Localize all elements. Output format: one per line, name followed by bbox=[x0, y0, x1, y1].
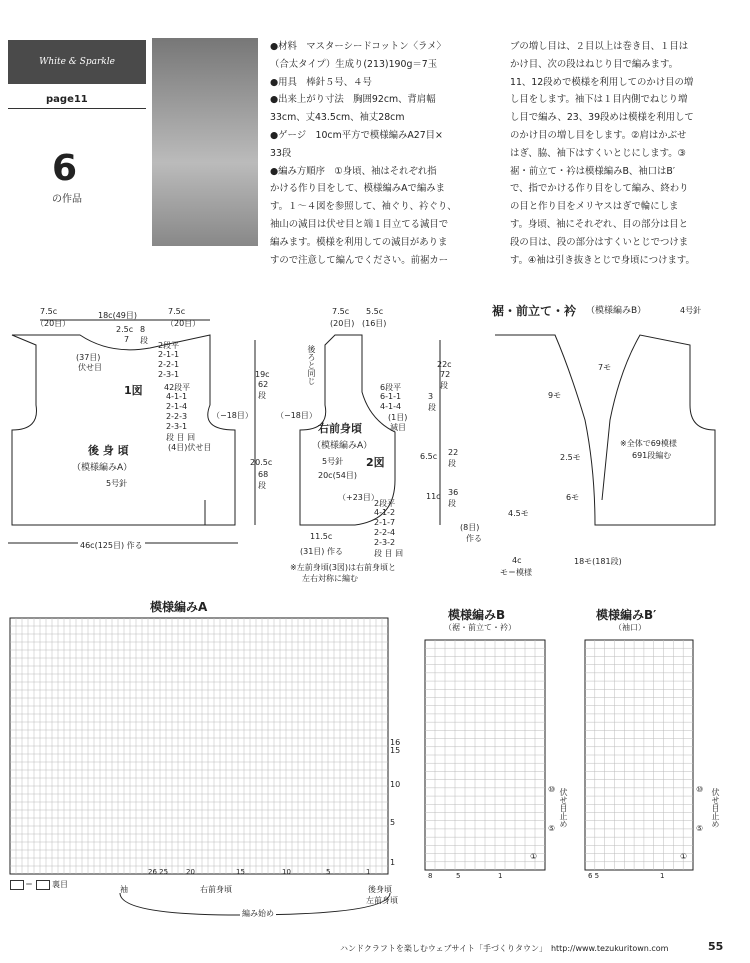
band-needle: 4号針 bbox=[680, 306, 702, 315]
instruction-line: はぎ、脇、袖下はすくいとじにします。③ bbox=[510, 147, 687, 159]
chart-a-row1: 1 bbox=[390, 858, 396, 867]
instruction-line: 袖山の減目は伏せ目と端１目立てる減目で bbox=[270, 218, 449, 230]
front-n2: 6-1-1 bbox=[380, 392, 402, 401]
chart-b-title: 模様編みB bbox=[448, 608, 506, 622]
front-h3b: 36 bbox=[448, 488, 459, 497]
page-reference: page11 bbox=[46, 94, 88, 105]
front-h3: 11c bbox=[426, 492, 441, 501]
chart-a-row15: 15 bbox=[390, 746, 401, 755]
front-c2: 4-1-2 bbox=[374, 508, 396, 517]
front-fig: 2図 bbox=[366, 456, 385, 469]
chart-a-title: 模様編みA bbox=[150, 600, 208, 614]
front-n6: 3 bbox=[428, 392, 434, 401]
band-m1: 7モ bbox=[598, 363, 612, 372]
back-arm1: 42段平 bbox=[164, 383, 191, 392]
back-dec3: 2-2-1 bbox=[158, 360, 180, 369]
chart-a-col5: 5 bbox=[326, 868, 331, 876]
band-m2: 9モ bbox=[548, 391, 562, 400]
instruction-line: 33cm、丈43.5cm、袖丈28cm bbox=[270, 112, 405, 124]
back-bindoff2: 伏せ目 bbox=[78, 363, 102, 372]
front-mid: 20c(54目) bbox=[318, 471, 357, 480]
front-same: 後ろと同じ bbox=[307, 345, 316, 385]
instruction-line: ●材料 マスターシードコットン〈ラメ〉 bbox=[270, 41, 446, 52]
chart-b-c8: 8 bbox=[428, 872, 433, 880]
instruction-line: ●用具 棒針５号、４号 bbox=[270, 76, 372, 88]
chart-b-r5: ⑤ bbox=[548, 824, 556, 833]
front-c3: 2-1-7 bbox=[374, 518, 396, 527]
front-minus: （−18目） bbox=[276, 411, 317, 420]
instruction-line: かける作り目をして、模様編みAで編みま bbox=[270, 183, 445, 195]
instruction-line: ●編み方順序 ①身頃、袖はそれぞれ指 bbox=[270, 165, 437, 177]
front-n1: 6段平 bbox=[380, 383, 402, 392]
instruction-line: で、指でかける作り目をして編み、終わり bbox=[510, 183, 689, 195]
chart-a-col15: 15 bbox=[236, 868, 245, 876]
band-m7: モ＝模様 bbox=[500, 568, 532, 577]
front-top-right: 5.5c bbox=[366, 307, 384, 316]
front-c6: 段 目 回 bbox=[374, 549, 404, 558]
back-top-left: 7.5c bbox=[40, 307, 58, 316]
chart-a-row16: 16 bbox=[390, 738, 401, 747]
back-name: 後 身 頃 bbox=[88, 444, 129, 457]
instruction-line: すので注意して編んでください。前裾カー bbox=[270, 254, 449, 266]
back-bindoff: (37目) bbox=[76, 353, 101, 362]
front-top-left-sts: (20目) bbox=[330, 319, 355, 328]
front-h1: 22c bbox=[437, 360, 452, 369]
band-cast2: 作る bbox=[466, 534, 482, 543]
front-c4: 2-2-4 bbox=[374, 528, 396, 537]
front-c5: 2-3-2 bbox=[374, 538, 396, 547]
back-h2: 20.5c bbox=[250, 458, 273, 467]
front-bottom-sts: (31目) 作る bbox=[300, 547, 343, 556]
front-h3c: 段 bbox=[448, 499, 456, 508]
legend-box-b bbox=[36, 880, 50, 890]
back-body-shape bbox=[12, 335, 235, 525]
instruction-line: のかけ目の増し目をします。②肩はかぶせ bbox=[510, 129, 687, 141]
back-h2b: 68 bbox=[258, 470, 269, 479]
front-h1c: 段 bbox=[440, 381, 448, 390]
chart-a-row10: 10 bbox=[390, 780, 401, 789]
chart-b2-title: 模様編みB′ bbox=[596, 608, 657, 622]
back-h1: 19c bbox=[255, 370, 270, 379]
back-arm8: （−18目） bbox=[212, 411, 253, 420]
back-fig: 1図 bbox=[124, 384, 143, 397]
instruction-line: す。１～４図を参照して、袖ぐり、衿ぐり、 bbox=[270, 201, 457, 213]
instruction-line: し目で編み、23、39段めは模様を利用して bbox=[510, 112, 694, 124]
front-top-left: 7.5c bbox=[332, 307, 350, 316]
front-n4: (1目) bbox=[388, 413, 408, 422]
work-label: の作品 bbox=[52, 194, 82, 205]
band-title: 裾・前立て・衿 bbox=[492, 304, 577, 318]
front-name: 右前身頃 bbox=[318, 422, 362, 435]
chart-b2-r5: ⑤ bbox=[696, 824, 704, 833]
instruction-line: 編みます。模様を利用しての減目がありま bbox=[270, 236, 448, 248]
legend-box-a bbox=[10, 880, 24, 890]
front-note1: ※左前身頃(3図)は右前身頃と bbox=[290, 563, 397, 572]
chart-b-r10: ⑩ bbox=[548, 785, 556, 794]
chart-b-stop: 伏せ目止め bbox=[559, 788, 568, 828]
brand-banner: White & Sparkle bbox=[8, 40, 146, 84]
back-arm7: (4目)伏せ目 bbox=[168, 443, 212, 452]
chart-b2-c1: 1 bbox=[660, 872, 665, 880]
chart-a-sleeve: 袖 bbox=[120, 885, 128, 894]
chart-a-col1: 1 bbox=[366, 868, 371, 876]
back-h2c: 段 bbox=[258, 481, 266, 490]
back-neck-c: 段 bbox=[140, 336, 148, 345]
back-dec2: 2-1-1 bbox=[158, 350, 180, 359]
page-number: 55 bbox=[708, 940, 724, 953]
band-m3: 2.5モ bbox=[560, 453, 581, 462]
band-m4: 6モ bbox=[566, 493, 580, 502]
front-h1b: 72 bbox=[440, 370, 451, 379]
back-arm6: 段 目 回 bbox=[166, 433, 196, 442]
band-cast: (8目) bbox=[460, 523, 480, 532]
chart-a-back: 後身頃 bbox=[368, 885, 392, 894]
chart-a-col20: 20 bbox=[186, 868, 195, 876]
front-note2: 左右対称に編む bbox=[302, 574, 358, 583]
front-h2: 6.5c bbox=[420, 452, 438, 461]
back-neck-d: 7 bbox=[124, 335, 130, 344]
band-m5: 4.5モ bbox=[508, 509, 529, 518]
chart-b2-r1: ① bbox=[680, 852, 688, 861]
front-n3: 4-1-4 bbox=[380, 402, 402, 411]
instruction-line: 11、12段めで模様を利用してのかけ目の増 bbox=[510, 76, 694, 88]
instruction-line: し目をします。袖下は１目内側でねじり増 bbox=[510, 94, 688, 106]
back-top-mid: 18c(49目) bbox=[98, 311, 137, 320]
band-m8: 18モ(181段) bbox=[574, 557, 622, 566]
front-h2c: 段 bbox=[448, 459, 456, 468]
front-n7: 段 bbox=[428, 403, 436, 412]
front-c1: 2段平 bbox=[374, 499, 396, 508]
instruction-line: す。④袖は引き抜きとじで身頃につけます。 bbox=[510, 254, 695, 266]
instruction-line: す。身頃、袖にそれぞれ、目の部分は目と bbox=[510, 218, 688, 230]
back-width: 46c(125目) 作る bbox=[80, 541, 143, 550]
band-m6: 4c bbox=[512, 556, 522, 565]
instruction-line: 段の目は、段の部分はすくいとじでつけま bbox=[510, 236, 689, 248]
back-top-left-sts: （20目） bbox=[36, 319, 71, 328]
chart-a-row5: 5 bbox=[390, 818, 396, 827]
work-number: 6 bbox=[52, 148, 78, 189]
chart-b-sub: （裾・前立て・衿） bbox=[444, 623, 516, 632]
front-needle: 5号針 bbox=[322, 457, 344, 466]
chart-a-start: 編み始め bbox=[242, 909, 274, 918]
front-pattern: （模様編みA） bbox=[312, 441, 373, 451]
front-plus: （+23目） bbox=[338, 493, 379, 502]
back-dec4: 2-3-1 bbox=[158, 370, 180, 379]
band-total1: ※全体で69模様 bbox=[620, 439, 677, 448]
instruction-line: ブの増し目は、２目以上は巻き目、１目は bbox=[510, 41, 689, 52]
chart-b2-r10: ⑩ bbox=[696, 785, 704, 794]
back-h1b: 62 bbox=[258, 380, 269, 389]
chart-b2-c6: 6 5 bbox=[588, 872, 600, 880]
chart-a-right-front: 右前身頃 bbox=[200, 885, 232, 894]
back-neck-a: 2.5c bbox=[116, 325, 134, 334]
back-top-right: 7.5c bbox=[168, 307, 186, 316]
back-neck-b: 8 bbox=[140, 325, 146, 334]
chart-b2-stop: 伏せ目止め bbox=[711, 788, 720, 828]
legend-purl: 裏目 bbox=[52, 880, 68, 889]
chart-b2-sub: （袖口） bbox=[614, 623, 646, 632]
legend-eq: ＝ bbox=[25, 880, 33, 889]
instruction-line: ●ゲージ 10cm平方で模様編みA27目× bbox=[270, 129, 443, 141]
back-dec1: 2段平 bbox=[158, 341, 180, 350]
back-arm5: 2-3-1 bbox=[166, 422, 188, 431]
chart-a-col-marks: 26 25 bbox=[148, 868, 169, 876]
instruction-line: 33段 bbox=[270, 147, 292, 159]
chart-a-left-front: 左前身頃 bbox=[366, 896, 398, 905]
chart-b-r1: ① bbox=[530, 852, 538, 861]
instruction-line: ●出来上がり寸法 胸囲92cm、背肩幅 bbox=[270, 94, 436, 106]
front-n5: 減目 bbox=[390, 423, 406, 432]
instruction-line: の目と作り目をメリヤスはぎで輪にしま bbox=[510, 201, 679, 213]
chart-b-c1: 1 bbox=[498, 872, 503, 880]
chart-b-c5: 5 bbox=[456, 872, 461, 880]
back-needle: 5号針 bbox=[106, 479, 128, 488]
footer-text: ハンドクラフトを楽しむウェブサイト「手づくりタウン」 http://www.tezukuritown.com bbox=[340, 944, 669, 953]
instruction-line: かけ目、次の段はねじり目で編みます。 bbox=[510, 58, 679, 70]
band-pattern: （模様編みB） bbox=[586, 306, 647, 316]
band-total2: 691段編む bbox=[632, 451, 672, 460]
back-top-right-sts: （20目） bbox=[166, 319, 201, 328]
back-pattern: （模様編みA） bbox=[72, 463, 133, 473]
front-bottom: 11.5c bbox=[310, 532, 333, 541]
back-arm3: 2-1-4 bbox=[166, 402, 188, 411]
front-h2b: 22 bbox=[448, 448, 459, 457]
back-arm4: 2-2-3 bbox=[166, 412, 188, 421]
front-top-right-sts: (16目) bbox=[362, 319, 387, 328]
back-arm2: 4-1-1 bbox=[166, 392, 188, 401]
back-h1c: 段 bbox=[258, 391, 266, 400]
chart-a-col10: 10 bbox=[282, 868, 291, 876]
instruction-line: （合太タイプ）生成り(213)190g＝7玉 bbox=[270, 58, 438, 70]
instruction-line: 裾・前立て・衿は模様編みB、袖口はB′ bbox=[510, 165, 675, 177]
